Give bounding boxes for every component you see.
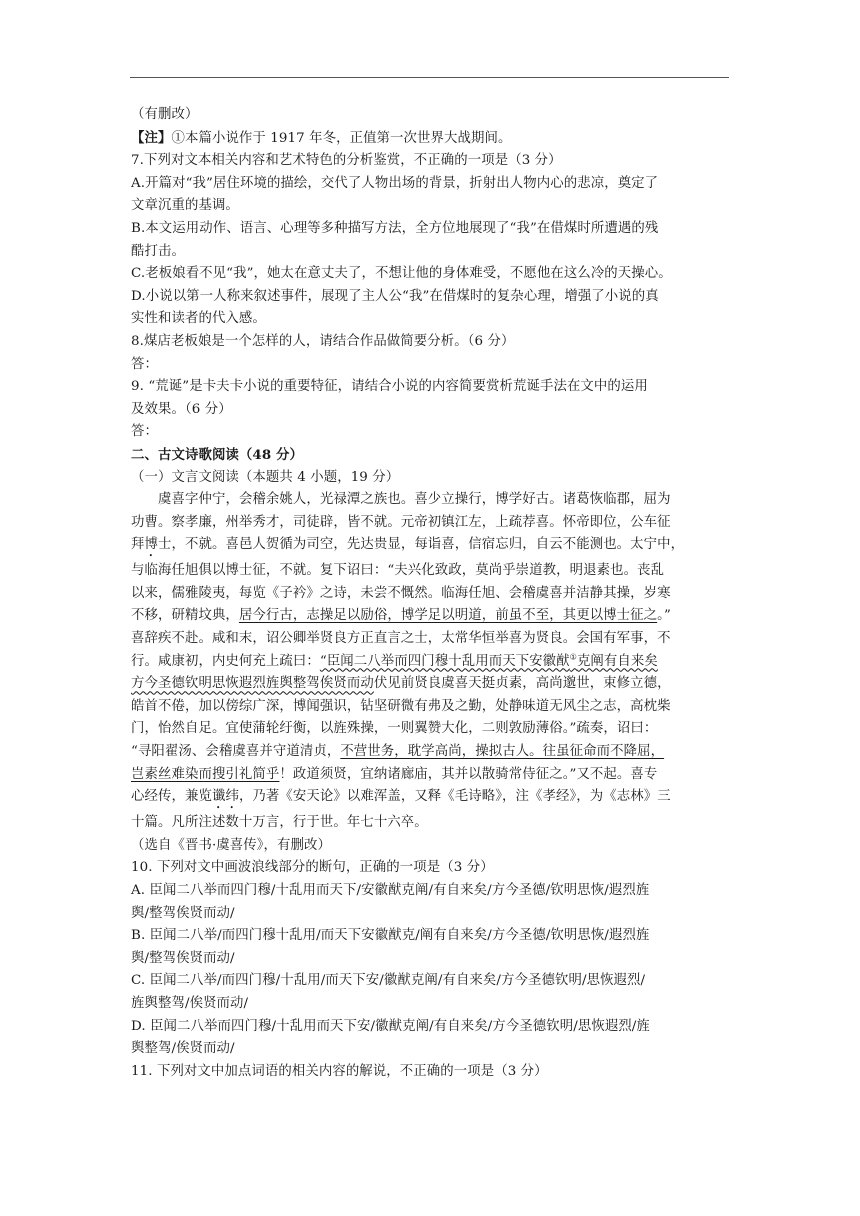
question-7: 7.下列对文本相关内容和艺术特色的分析鉴赏，不正确的一项是（3 分）: [131, 153, 562, 169]
q7-option-d-cont: 实性和读者的代入感。: [131, 311, 266, 327]
passage-line: 行。咸康初，内史何充上疏曰：“臣闻二八举而四门穆十乱用而天下安徽猷①克阐有自来矣: [131, 652, 658, 669]
section-heading: 二、古文诗歌阅读（48 分）: [131, 446, 303, 463]
document-body: [131, 104, 731, 1083]
note-edited: （有删改）: [131, 107, 199, 122]
q10-option-b-cont: 舆/整驾俟贤而动/: [131, 950, 235, 966]
q7-option-a: A.开篇对“我”居住环境的描绘，交代了人物出场的背景，折射出人物内心的悲凉，奠定了: [131, 175, 659, 191]
q10-option-b: B. 臣闻二八举/而四门穆十乱用/而天下安徽猷克/阐有自来矣/方今圣德/钦明思恢/遐烈旌: [131, 928, 650, 944]
q7-option-c: C.老板娘看不见“我”，她太在意丈夫了，不想让他的身体难受，不愿他在这么冷的天操心。: [131, 266, 672, 282]
wavy-underline-text: “臣闻二八举而四门穆十乱用而天下安徽猷①克阐有自来矣: [319, 652, 658, 669]
answer-label: 答：: [131, 356, 158, 372]
q10-option-c-cont: 旌舆整驾/俟贤而动/: [131, 995, 249, 1011]
passage-line: 拜博士，不就。喜邑人贺循为司空，先达贵显，每诣喜，信宿忘归，自云不能测也。太宁中，: [131, 537, 685, 553]
passage-source: （选自《晋书·虞喜传》，有删改）: [131, 837, 332, 853]
subsection-heading: （一）文言文阅读（本题共 4 小题，19 分）: [131, 469, 400, 485]
answer-label: 答：: [131, 424, 158, 440]
q7-option-d: D.小说以第一人称来叙述事件，展现了主人公“我”在借煤时的复杂心理，增强了小说的真: [131, 288, 659, 304]
passage-line: 不移，研精坟典，居今行古，志操足以励俗，博学足以明道，前虽不至，其更以博士征之。”: [131, 608, 671, 624]
q10-option-c: C. 臣闻二八举/而四门穆/十乱用/而天下安/徽猷克阐/有自来矣/方今圣德钦明/思恢遐烈/: [131, 973, 646, 989]
passage-line: 岂素丝难染而搜引礼简乎！政道须贤，宜纳诸廊庙，其并以散骑常侍征之。”又不起。喜专: [131, 766, 658, 782]
underlined-sentence: 居今行古，志操足以励俗，博学足以明道，前虽不至，其更以博士征之: [238, 608, 658, 624]
question-11: 11. 下列对文中加点词语的相关内容的解说，不正确的一项是（3 分）: [131, 1063, 548, 1079]
passage-line: 虞喜字仲宁，会稽余姚人，光禄潭之族也。喜少立操行，博学好古。诸葛恢临郡，屈为: [158, 492, 671, 508]
question-8: 8.煤店老板娘是一个怎样的人，请结合作品做简要分析。（6 分）: [131, 333, 515, 349]
question-9-cont: 及效果。（6 分）: [131, 401, 232, 417]
passage-line: 心经传，兼览谶纬，乃著《安天论》以难浑盖，又释《毛诗略》，注《孝经》，为《志林》三: [131, 789, 671, 805]
header-rule: [130, 77, 729, 78]
question-9: 9. “荒诞”是卡夫卡小说的重要特征，请结合小说的内容简要赏析荒诞手法在文中的运用: [131, 379, 648, 395]
q7-option-a-cont: 文章沉重的基调。: [131, 198, 239, 214]
footnote-text: ①本篇小说作于 1917 年冬，正值第一次世界大战期间。: [171, 130, 512, 146]
passage-line: 门，怡然自足。宜使蒲轮纡衡，以旌殊操，一则翼赞大化，二则敦励薄俗。”疏奏，诏曰：: [131, 721, 658, 737]
footnote: [131, 127, 731, 151]
wavy-underline-text: 方今圣德钦明思恢遐烈旌舆整驾俟贤而动: [131, 676, 374, 692]
q7-option-b-cont: 酷打击。: [131, 243, 185, 259]
underlined-sentence: 不营世务，耽学高尚，操拟古人。往虽征命而不降屈，: [340, 744, 665, 760]
q10-option-a-cont: 舆/整驾俟贤而动/: [131, 905, 235, 921]
q10-option-a: A. 臣闻二八举而四门穆/十乱用而天下/安徽猷克阐/有自来矣/方今圣德/钦明思恢/遐烈旌: [131, 883, 650, 898]
passage-line: 以来，儒雅陵夷，每览《子衿》之诗，未尝不慨然。临海任旭、会稽虞喜并洁静其操，岁寒: [131, 585, 671, 601]
passage-line: 方今圣德钦明思恢遐烈旌舆整驾俟贤而动伏见前贤良虞喜天挺贞素，高尚邈世，束修立德，: [131, 676, 671, 692]
dotted-term-boshi: 博: [144, 537, 158, 553]
passage-line: 十篇。凡所注述数十万言，行于世。年七十六卒。: [131, 815, 428, 831]
q10-option-d: D. 臣闻二八举而四门穆/十乱用而天下安/徽猷克阐/有自来矣/方今圣德钦明/思恢遐烈/旌: [131, 1018, 650, 1034]
passage-line: “寻阳翟汤、会稽虞喜并守道清贞，不营世务，耽学高尚，操拟古人。往虽征命而不降屈，: [131, 744, 665, 760]
question-10: 10. 下列对文中画波浪线部分的断句，正确的一项是（3 分）: [131, 860, 494, 876]
q7-option-b: B.本文运用动作、语言、心理等多种描写方法，全方位地展现了“我”在借煤时所遭遇的残: [131, 220, 659, 236]
underlined-sentence: 岂素丝难染而搜引礼简乎: [131, 766, 280, 782]
passage-line: 皓首不倦，加以傍综广深，博闻强识，钻坚研微有弗及之勤，处静味道无风尘之志，高枕柴: [131, 698, 671, 714]
q10-option-d-cont: 舆整驾/俟贤而动/: [131, 1041, 235, 1057]
dotted-term-chenwei: 谶纬: [211, 789, 239, 805]
passage-line: 功曹。察孝廉，州举秀才，司徒辟，皆不就。元帝初镇江左，上疏荐喜。怀帝即位，公车征: [131, 514, 671, 530]
footnote-tag: 【注】: [131, 129, 172, 146]
footnote-marker: ①: [569, 652, 577, 662]
passage-line: 与临海任旭俱以博士征，不就。复下诏曰：“夫兴化致政，莫尚乎崇道教，明退素也。丧乱: [131, 563, 665, 579]
passage-line: 喜辞疾不赴。咸和末，诏公卿举贤良方正直言之士，太常华恒举喜为贤良。会国有军事，不: [131, 631, 671, 647]
